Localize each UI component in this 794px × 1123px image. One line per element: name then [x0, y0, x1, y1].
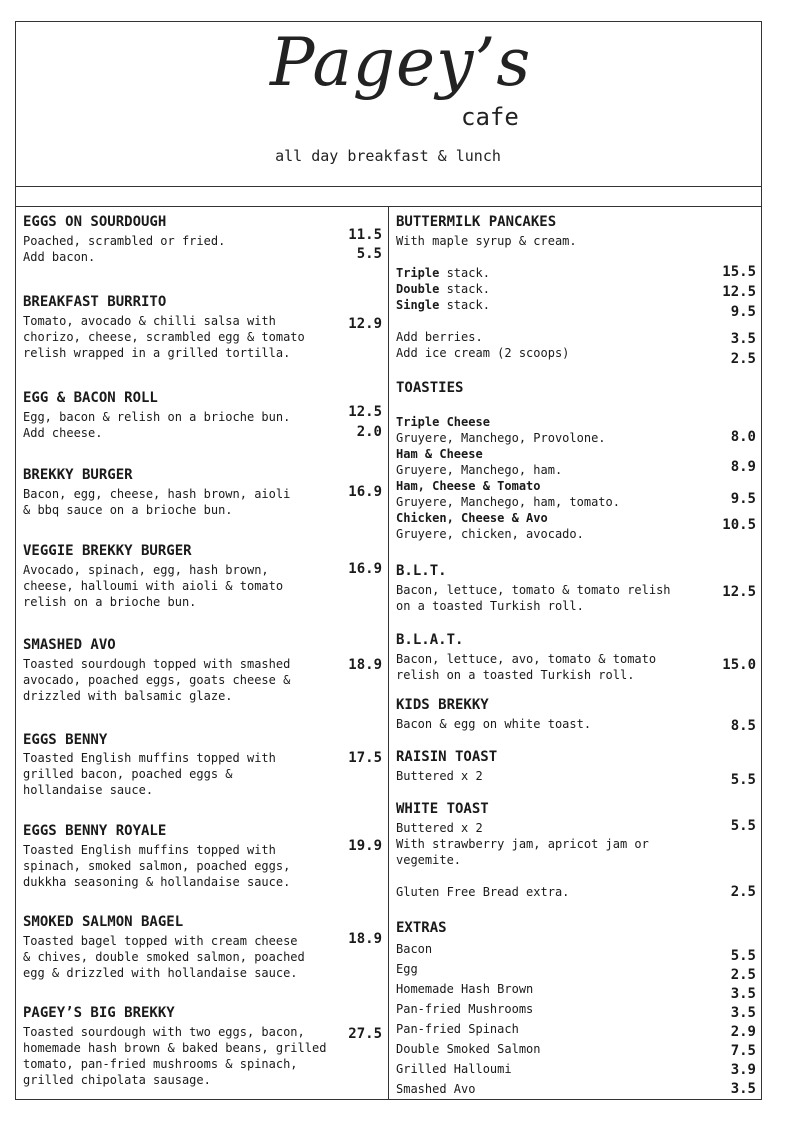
menu-item-price: 12.5: [722, 584, 756, 600]
menu-item-price: 16.9: [348, 561, 382, 577]
menu-item-price: 8.0: [730, 429, 756, 445]
menu-item-price: 27.5: [348, 1026, 382, 1042]
menu-item-title: EGGS BENNY ROYALE: [23, 823, 167, 839]
menu-item-title: PAGEY’S BIG BREKKY: [23, 1005, 175, 1021]
toastie-desc: Gruyere, Manchego, ham.: [396, 463, 563, 477]
menu-item-title: WHITE TOAST: [396, 801, 489, 817]
menu-item-price: 7.5: [730, 1043, 756, 1059]
toastie-name: Chicken, Cheese & Avo: [396, 511, 548, 525]
menu-item-price: 8.9: [730, 459, 756, 475]
menu-item-price: 2.5: [730, 967, 756, 983]
menu-item-title: SMASHED AVO: [23, 637, 116, 653]
menu-item-desc: Buttered x 2: [396, 769, 483, 783]
menu-item-price: 17.5: [348, 750, 382, 766]
extra-label: Homemade Hash Brown: [396, 982, 534, 996]
menu-item-price: 3.5: [730, 331, 756, 347]
menu-item-title: BREAKFAST BURRITO: [23, 294, 167, 310]
pancake-option: Triple stack.: [396, 266, 490, 280]
menu-item-price: 5.5: [730, 948, 756, 964]
extra-label: Grilled Halloumi: [396, 1062, 512, 1076]
menu-item-desc: With maple syrup & cream.: [396, 234, 577, 248]
menu-item-price: 12.5: [722, 284, 756, 300]
menu-item-price: 5.5: [356, 246, 382, 262]
menu-item-price: 19.9: [348, 838, 382, 854]
extra-label: Egg: [396, 962, 418, 976]
menu-item-title: VEGGIE BREKKY BURGER: [23, 543, 192, 559]
menu-item-title: EGGS BENNY: [23, 732, 108, 748]
menu-item-price: 2.5: [730, 884, 756, 900]
menu-item-price: 15.0: [722, 657, 756, 673]
toastie-desc: Gruyere, Manchego, ham, tomato.: [396, 495, 620, 509]
menu-item-price: 12.5: [348, 404, 382, 420]
menu-item-title: EGGS ON SOURDOUGH: [23, 214, 167, 230]
extra-label: Pan-fried Mushrooms: [396, 1002, 534, 1016]
menu-item-price: 18.9: [348, 931, 382, 947]
menu-item-price: 3.5: [730, 1005, 756, 1021]
menu-item-price: 11.5: [348, 227, 382, 243]
addon-label: Add berries.: [396, 330, 483, 344]
menu-item-title: B.L.T.: [396, 563, 447, 579]
menu-item-desc: Avocado, spinach, egg, hash brown, cheese, halloumi with aioli & tomato relish on a brioche bun.: [23, 563, 284, 609]
menu-item-desc: Egg, bacon & relish on a brioche bun. Add cheese.: [23, 410, 291, 440]
menu-item-price: 5.5: [730, 818, 756, 834]
menu-item-desc: Bacon, lettuce, tomato & tomato relish on a toasted Turkish roll.: [396, 583, 671, 613]
section-title: EXTRAS: [396, 920, 447, 936]
menu-item-price: 8.5: [730, 718, 756, 734]
section-title: TOASTIES: [396, 380, 464, 396]
menu-item-desc: Bacon, egg, cheese, hash brown, aioli & bbq sauce on a brioche bun.: [23, 487, 291, 517]
menu-item-title: BREKKY BURGER: [23, 467, 133, 483]
extra-label: Bacon: [396, 942, 433, 956]
menu-item-price: 2.0: [356, 424, 382, 440]
menu-item-desc: Toasted sourdough with two eggs, bacon, homemade hash brown & baked beans, grilled tomato, pan-fried mushrooms & spinach, grilled chipolata sausage.: [23, 1025, 327, 1087]
extra-label: Smashed Avo: [396, 1082, 476, 1096]
pancake-option: Single stack.: [396, 298, 490, 312]
menu-item-price: 5.5: [730, 772, 756, 788]
menu-item-desc: Toasted bagel topped with cream cheese & chives, double smoked salmon, poached egg & drizzled with hollandaise sauce.: [23, 934, 305, 980]
menu-item-title: B.L.A.T.: [396, 632, 464, 648]
gluten-free-label: Gluten Free Bread extra.: [396, 885, 570, 899]
toastie-desc: Gruyere, Manchego, Provolone.: [396, 431, 606, 445]
menu-item-desc: Poached, scrambled or fried. Add bacon.: [23, 234, 226, 264]
menu-item-title: BUTTERMILK PANCAKES: [396, 214, 557, 230]
addon-label: Add ice cream (2 scoops): [396, 346, 570, 360]
cafe-logo-sub: cafe: [461, 103, 519, 131]
menu-item-title: EGG & BACON ROLL: [23, 390, 158, 406]
menu-item-desc: Tomato, avocado & chilli salsa with chorizo, cheese, scrambled egg & tomato relish wrapped in a grilled tortilla.: [23, 314, 305, 360]
pancake-option: Double stack.: [396, 282, 490, 296]
menu-item-title: SMOKED SALMON BAGEL: [23, 914, 184, 930]
menu-item-desc: Toasted sourdough topped with smashed avocado, poached eggs, goats cheese & drizzled with balsamic glaze.: [23, 657, 291, 703]
menu-item-price: 9.5: [730, 304, 756, 320]
menu-item-price: 3.5: [730, 1081, 756, 1097]
menu-item-price: 10.5: [722, 517, 756, 533]
extra-label: Pan-fried Spinach: [396, 1022, 519, 1036]
menu-item-desc: Buttered x 2 With strawberry jam, apricot jam or vegemite.: [396, 821, 649, 867]
menu-item-price: 2.9: [730, 1024, 756, 1040]
menu-item-desc: Toasted English muffins topped with spinach, smoked salmon, poached eggs, dukkha seasoning & hollandaise sauce.: [23, 843, 291, 889]
column-divider: [388, 206, 389, 1100]
toastie-desc: Gruyere, chicken, avocado.: [396, 527, 584, 541]
menu-item-desc: Bacon, lettuce, avo, tomato & tomato relish on a toasted Turkish roll.: [396, 652, 657, 682]
menu-item-desc: Toasted English muffins topped with grilled bacon, poached eggs & hollandaise sauce.: [23, 751, 276, 797]
cafe-logo-script: Pagey’s: [270, 24, 532, 101]
toastie-name: Triple Cheese: [396, 415, 490, 429]
extra-label: Double Smoked Salmon: [396, 1042, 541, 1056]
menu-item-title: KIDS BREKKY: [396, 697, 489, 713]
menu-item-price: 3.9: [730, 1062, 756, 1078]
menu-item-price: 15.5: [722, 264, 756, 280]
menu-item-title: RAISIN TOAST: [396, 749, 498, 765]
menu-item-price: 16.9: [348, 484, 382, 500]
menu-item-price: 3.5: [730, 986, 756, 1002]
tagline: all day breakfast & lunch: [275, 147, 501, 165]
toastie-name: Ham, Cheese & Tomato: [396, 479, 541, 493]
header-divider: [15, 186, 762, 187]
menu-item-price: 9.5: [730, 491, 756, 507]
menu-item-price: 12.9: [348, 316, 382, 332]
menu-item-price: 2.5: [730, 351, 756, 367]
toastie-name: Ham & Cheese: [396, 447, 483, 461]
menu-item-desc: Bacon & egg on white toast.: [396, 717, 592, 731]
menu-item-price: 18.9: [348, 657, 382, 673]
